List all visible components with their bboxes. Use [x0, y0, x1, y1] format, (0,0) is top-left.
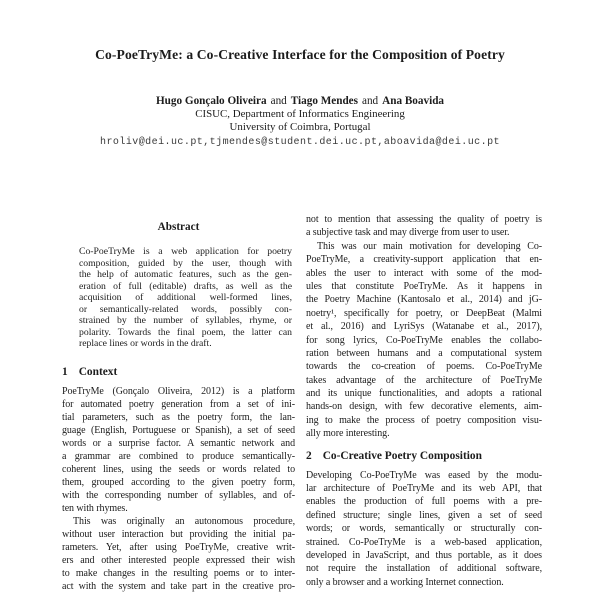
- text-line: the Poetry Machine (Kantosalo et al., 2014) and jG-: [306, 294, 542, 306]
- text-line: strained by the number of syllables, rhyme, or: [79, 315, 292, 326]
- paragraph: [306, 213, 542, 240]
- section-heading-2: [306, 450, 542, 462]
- text-line: ration between humans and a computational system: [306, 347, 542, 359]
- paragraph: [79, 246, 292, 350]
- text-line: This was originally an autonomous procedure,: [73, 515, 295, 527]
- text-line: coherent lines, using the seeds or words related to: [62, 463, 295, 475]
- text-line: composition, guided by the user, though with: [79, 257, 292, 269]
- authors-line: [0, 94, 600, 108]
- section-number: 2: [306, 449, 312, 462]
- text-line: noetry¹, specifically for poetry, or DeepBeat (Malmi: [306, 307, 542, 319]
- text-line: lar architecture of PoeTryMe and its web API, that: [306, 483, 542, 495]
- text-line: tial parameters, such as the poetry form, the lan-: [62, 411, 295, 423]
- text-line: acquisition of additional well-formed lines,: [79, 292, 292, 303]
- text-line: act with the system and take part in the creative pro-: [62, 581, 295, 593]
- text-line: for song lyrics, Co-PoeTryMe enables the collabo-: [306, 334, 542, 346]
- abstract-heading: Abstract: [157, 221, 200, 233]
- text-line: defined structure; single lines, given a set of seed: [306, 509, 542, 521]
- paragraph: [306, 469, 542, 590]
- section-1-continued-text: [306, 213, 542, 441]
- author-name: Ana Boavida: [382, 95, 445, 107]
- text-line: with the corresponding number of syllables, and of-: [62, 489, 295, 501]
- text-line: ules that constitute PoeTryMe. As it happens in: [306, 280, 542, 292]
- text-line: and its unique functionalities, and adopts a rational: [306, 388, 542, 400]
- text-line: not to mention that assessing the quality of poetry is: [306, 214, 542, 225]
- text-line: a subjective task and may diverge from user to user.: [306, 227, 510, 239]
- text-line: polarity. Towards the final poem, the latter can: [79, 326, 292, 338]
- text-line: PoeTryMe, a creativity-support application that en-: [306, 254, 542, 266]
- text-line: et al., 2016) and LyriSys (Watanabe et al., 2017),: [306, 321, 542, 333]
- section-title: Context: [78, 365, 118, 378]
- text-line: ally more interesting.: [306, 428, 390, 440]
- email-line: hroliv@dei.uc.pt,tjmendes@student.dei.uc.pt,aboavida@dei.uc.pt: [100, 136, 500, 148]
- abstract-text: [62, 246, 295, 350]
- author-separator: and: [270, 95, 287, 107]
- text-line: only a browser and a working Internet connection.: [306, 576, 504, 588]
- author-name: Tiago Mendes: [290, 95, 358, 107]
- text-line: ables the user to interact with some of the mod-: [306, 267, 542, 279]
- text-line: to make changes in the resulting poems or to inter-: [62, 568, 295, 580]
- text-line: ers and other interested people expressed their wish: [62, 555, 295, 567]
- text-line: PoeTryMe (Gonçalo Oliveira, 2012) is a platform: [62, 385, 295, 397]
- text-line: Co-PoeTryMe is a web application for poetry: [79, 246, 292, 257]
- text-line: not require the installation of additional software,: [306, 563, 542, 575]
- paragraph: [306, 240, 542, 441]
- paragraph: [62, 385, 295, 515]
- text-line: ten with rhymes.: [62, 502, 128, 514]
- text-line: them, grouped according to the given poetry form,: [62, 476, 295, 488]
- text-line: a grammar are combined to produce semantically-: [62, 450, 295, 462]
- text-line: or semantically-related words, possibly con-: [79, 303, 292, 315]
- section-2-text: [306, 469, 542, 590]
- section-number: 1: [62, 365, 68, 378]
- author-name: Hugo Gonçalo Oliveira: [155, 95, 267, 107]
- text-line: towards the co-creation of poems. Co-PoeTryMe: [306, 361, 542, 373]
- paper-header: [0, 0, 600, 148]
- text-line: for automated poetry generation from a set of ini-: [62, 398, 295, 410]
- author-separator: and: [362, 95, 379, 107]
- text-line: the help of automatic features, such as the gen-: [79, 269, 292, 280]
- text-line: developed in JavaScript, and thus portable, as it does: [306, 549, 542, 561]
- text-line: takes advantage of the architecture of PoeTryMe: [306, 374, 542, 386]
- section-title: Co-Creative Poetry Composition: [322, 449, 482, 462]
- text-line: hands-on design, with few decorative elements, aim-: [306, 401, 542, 413]
- text-line: words; or words, semantically or structurally con-: [306, 523, 542, 535]
- text-line: replace lines or words in the draft.: [79, 338, 212, 349]
- section-heading-1: [62, 366, 295, 378]
- text-line: eration of full (editable) drafts, as well as the: [79, 280, 292, 292]
- text-line: without user interaction but providing the initial pa-: [62, 529, 295, 541]
- right-column: [306, 213, 542, 600]
- text-line: guage (English, Portuguese or Spanish), a set of seed: [62, 424, 295, 436]
- text-line: rameters. Yet, after using PoeTryMe, creative writ-: [62, 542, 295, 554]
- text-line: words or a surprise factor. A semantic network and: [62, 437, 295, 449]
- text-line: Developing Co-PoeTryMe was eased by the modu-: [306, 469, 542, 481]
- paragraph: [62, 515, 295, 593]
- text-line: enables the production of full poems with a pre-: [306, 496, 542, 508]
- section-1-text: [62, 385, 295, 594]
- affiliation-line-1: CISUC, Department of Informatics Engineering: [195, 108, 405, 120]
- text-line: This was our main motivation for developing Co-: [317, 240, 542, 252]
- text-line: ing to make the process of poetry composition visu-: [306, 414, 542, 426]
- left-column: [62, 215, 295, 600]
- paper-title: Co-PoeTryMe: a Co-Creative Interface for the Composition of Poetry: [95, 47, 505, 62]
- affiliation-line-2: University of Coimbra, Portugal: [229, 121, 371, 134]
- text-line: strained. Co-PoeTryMe is a web-based application,: [306, 536, 542, 548]
